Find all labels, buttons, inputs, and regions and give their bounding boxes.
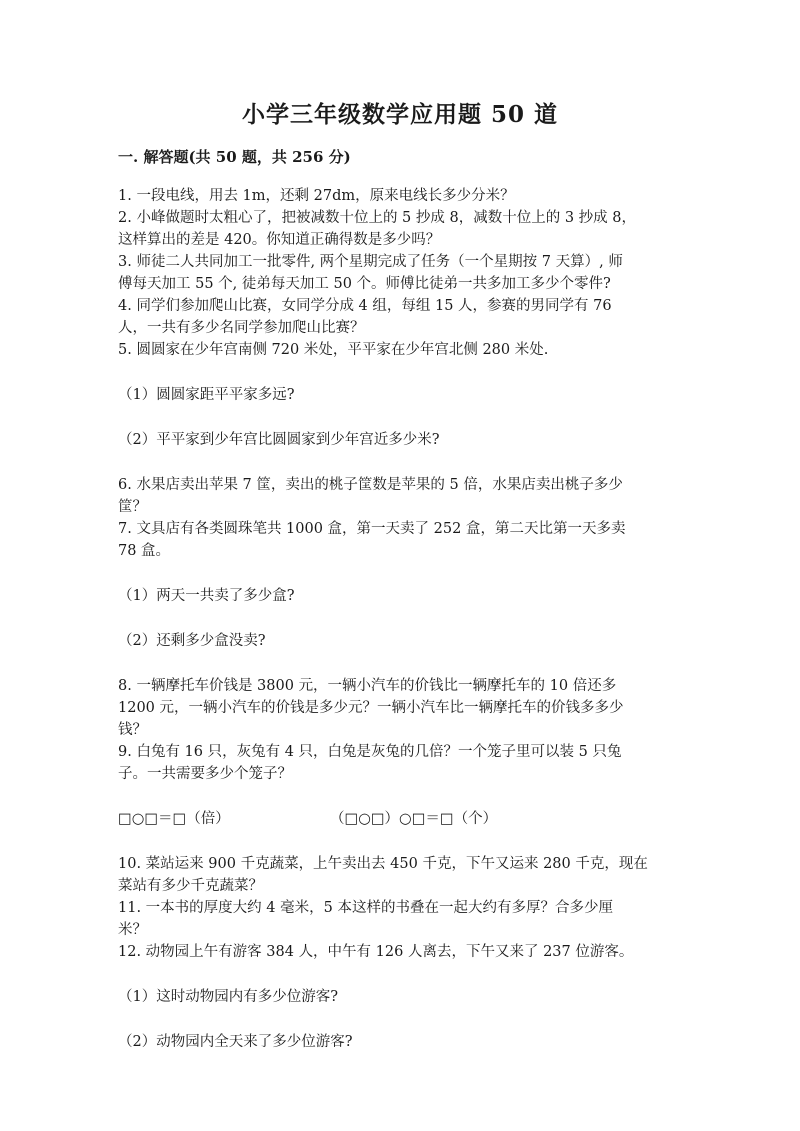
question-5-sub-1: （1）圆圆家距平平家多远? xyxy=(118,387,295,403)
question-8-line-3: 钱？ xyxy=(118,722,147,738)
question-2-line-2: 这样算出的差是 420。你知道正确得数是多少吗？ xyxy=(118,232,441,248)
question-5-sub-2: （2）平平家到少年宫比圆圆家到少年宫近多少米? xyxy=(118,432,440,448)
question-7-sub-2: （2）还剩多少盒没卖? xyxy=(118,633,266,649)
question-1: 1. 一段电线，用去 1m，还剩 27dm，原来电线长多少分米？ xyxy=(118,188,515,204)
formula-cages: （□○□）○□＝□（个） xyxy=(330,811,498,827)
section-heading: 一. 解答题(共 50 题，共 256 分) xyxy=(118,148,351,166)
question-12-sub-2: （2）动物园内全天来了多少位游客? xyxy=(118,1034,353,1050)
question-6-line-1: 6. 水果店卖出苹果 7 筐，卖出的桃子筐数是苹果的 5 倍，水果店卖出桃子多少 xyxy=(118,477,623,493)
question-8-line-2: 1200 元，一辆小汽车的价钱是多少元？一辆小汽车比一辆摩托车的价钱多多少 xyxy=(118,700,624,716)
question-9-formulas xyxy=(118,808,688,830)
question-5: 5. 圆圆家在少年宫南侧 720 米处，平平家在少年宫北侧 280 米处. xyxy=(118,342,549,358)
question-6-line-2: 筐？ xyxy=(118,499,147,515)
question-4-line-1: 4. 同学们参加爬山比赛，女同学分成 4 组，每组 15 人，参赛的男同学有 76 xyxy=(118,298,612,314)
question-3-line-1: 3. 师徒二人共同加工一批零件, 两个星期完成了任务（一个星期按 7 天算）, 师 xyxy=(118,254,623,270)
question-7-line-2: 78 盒。 xyxy=(118,543,171,559)
question-10-line-2: 菜站有多少千克蔬菜？ xyxy=(118,878,263,894)
formula-times: □○□＝□（倍） xyxy=(118,811,230,827)
page-title: 小学三年级数学应用题 50 道 xyxy=(241,101,559,128)
question-4-line-2: 人，一共有多少名同学参加爬山比赛？ xyxy=(118,320,365,336)
question-12-sub-1: （1）这时动物园内有多少位游客? xyxy=(118,989,338,1005)
question-2-line-1: 2. 小峰做题时太粗心了，把被减数十位上的 5 抄成 8，减数十位上的 3 抄成 8， xyxy=(118,210,636,226)
question-10-line-1: 10. 菜站运来 900 千克蔬菜，上午卖出去 450 千克，下午又运来 280 千克，现在 xyxy=(118,856,648,872)
question-9-line-1: 9. 白兔有 16 只，灰兔有 4 只，白兔是灰兔的几倍？一个笼子里可以装 5 只兔 xyxy=(118,744,622,760)
question-11-line-2: 米？ xyxy=(118,922,147,938)
question-11-line-1: 11. 一本书的厚度大约 4 毫米，5 本这样的书叠在一起大约有多厚？合多少厘 xyxy=(118,900,613,916)
question-7-line-1: 7. 文具店有各类圆珠笔共 1000 盒，第一天卖了 252 盒，第二天比第一天多卖 xyxy=(118,521,626,537)
question-list xyxy=(118,185,688,1053)
question-8-line-1: 8. 一辆摩托车价钱是 3800 元，一辆小汽车的价钱比一辆摩托车的 10 倍还多 xyxy=(118,678,617,694)
question-12: 12. 动物园上午有游客 384 人，中午有 126 人离去，下午又来了 237 位游客。 xyxy=(118,944,634,960)
question-3-line-2: 傅每天加工 55 个, 徒弟每天加工 50 个。师傅比徒弟一共多加工多少个零件? xyxy=(118,276,611,292)
question-7-sub-1: （1）两天一共卖了多少盒? xyxy=(118,588,295,604)
question-9-line-2: 子。一共需要多少个笼子？ xyxy=(118,766,292,782)
